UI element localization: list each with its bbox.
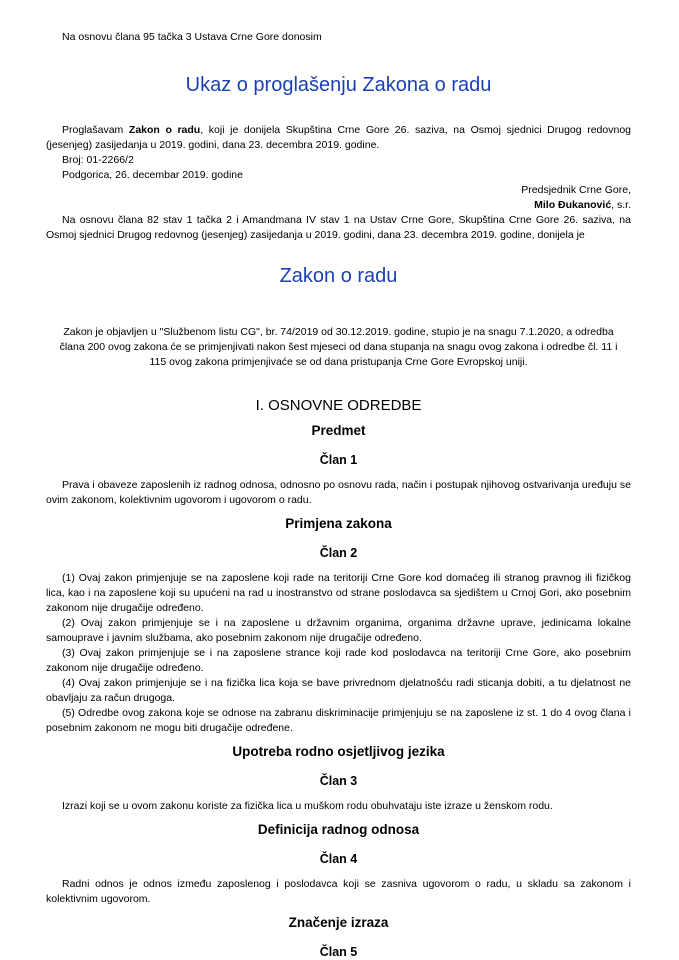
article-2-paragraph-4: (4) Ovaj zakon primjenjuje se i na fizička lica koja se bave privrednom djelatnošću radi sticanja dobiti, a tu djelatnost ne obavljaju za račun drugoga. [46,677,631,704]
signer-name-line [46,198,631,213]
article-label-clan-4: Član 4 [319,852,358,866]
section-heading-predmet: Predmet [311,423,366,438]
chapter-heading: I. OSNOVNE ODREDBE [255,397,422,414]
section-heading-definicija-radnog-odnosa: Definicija radnog odnosa [257,822,420,837]
article-label-clan-1: Član 1 [319,453,358,467]
signer-name: Milo Đukanović [534,199,612,211]
proclamation-prefix: Proglašavam [62,124,129,136]
enactment-paragraph: Na osnovu člana 82 stav 1 tačka 2 i Amandmana IV stav 1 na Ustav Crne Gore, Skupština Crne Gore 26. saziva, na Osmoj sjednici Drugog redovnog (jesenjeg) zasijedanja u 2019. godini, dana 23. decembra 2019. godine, donijela je [46,214,631,241]
article-label-clan-3: Član 3 [319,774,358,788]
signer-title: Predsjednik Crne Gore, [521,184,631,196]
section-heading-rodno-osjetljiv-jezik: Upotreba rodno osjetljivog jezika [232,744,445,759]
article-label-clan-5: Član 5 [319,945,358,959]
signer-suffix: , s.r. [611,199,631,211]
article-2-paragraph-1: (1) Ovaj zakon primjenjuje se na zaposlene koji rade na teritoriji Crne Gore kod domaćeg ili stranog pravnog ili fizičkog lica, kao i na zaposlene koji su upućeni na rad u inostranstvo od strane poslodavca sa sjedištem u Crnoj Gori, ako posebnim zakonom nije drugačije određeno. [46,572,631,614]
section-heading-primjena-zakona: Primjena zakona [285,516,392,531]
article-4-paragraph: Radni odnos je odnos između zaposlenog i poslodavca koji se zasniva ugovorom o radu, u skladu sa zakonom i kolektivnim ugovorom. [46,878,631,905]
article-2-paragraph-5: (5) Odredbe ovog zakona koje se odnose na zabranu diskriminacije primjenjuju se na zaposlene iz st. 1 do 4 ovog člana i posebnim zakonom ne mogu biti drugačije određene. [46,707,631,734]
proclamation-paragraph [46,123,631,153]
decree-number: Broj: 01-2266/2 [62,154,134,166]
decree-title: Ukaz o proglašenju Zakona o radu [185,74,492,96]
signature-block [46,183,631,213]
law-title: Zakon o radu [279,265,398,287]
preamble: Na osnovu člana 95 tačka 3 Ustava Crne Gore donosim [62,31,322,43]
article-label-clan-2: Član 2 [319,546,358,560]
article-2-paragraph-3: (3) Ovaj zakon primjenjuje se i na zaposlene strance koji rade kod poslodavca na teritoriji Crne Gore, ako posebnim zakonom nije drugačije određeno. [46,647,631,674]
decree-place-date: Podgorica, 26. decembar 2019. godine [62,169,243,181]
proclamation-law-name: Zakon o radu [128,124,201,136]
proclamation-suffix: , koji je donijela Skupština Crne Gore 26. saziva, na Osmoj sjednici Drugog redovnog (jesenjeg) zasijedanja u 2019. godini, dana 23. decembra 2019. godine. [46,124,631,151]
section-heading-znacenje-izraza: Značenje izraza [288,915,389,930]
article-2-paragraph-2: (2) Ovaj zakon primjenjuje se i na zaposlene u državnim organima, organima državne uprave, jedinicama lokalne samouprave i javnim službama, ako posebnim zakonom nije drugačije određeno. [46,617,631,644]
publication-note: Zakon je objavljen u "Službenom listu CG", br. 74/2019 od 30.12.2019. godine, stupio je na snagu 7.1.2020, a odredba člana 200 ovog zakona će se primjenjivati nakon šest mjeseci od dana stupanja na snagu ovog zakona i odredbe čl. 11 i 115 ovog zakona primjenjivaće se od dana pristupanja Crne Gore Evropskoj uniji. [59,326,618,368]
article-3-paragraph: Izrazi koji se u ovom zakonu koriste za fizička lica u muškom rodu obuhvataju iste izraze u ženskom rodu. [62,800,553,812]
article-1-paragraph: Prava i obaveze zaposlenih iz radnog odnosa, odnosno po osnovu rada, način i postupak njihovog ostvarivanja uređuju se ovim zakonom, kolektivnim ugovorom i ugovorom o radu. [46,479,631,506]
